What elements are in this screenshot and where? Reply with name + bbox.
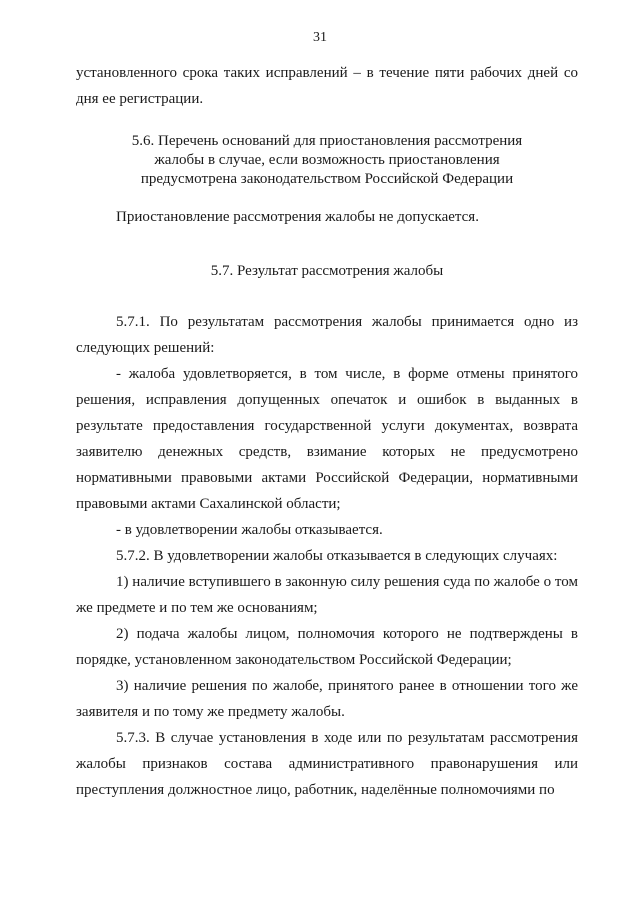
paragraph-5-7-2: 5.7.2. В удовлетворении жалобы отказывается в следующих случаях: (116, 548, 558, 564)
paragraph-continuation: установленного срока таких исправлений – в течение пяти рабочих дней со дня ее регистрации. (76, 65, 578, 107)
heading-5-6-line-3: предусмотрена законодательством Российской Федерации (140, 171, 514, 187)
paragraph-5-7-1-option-b: - в удовлетворении жалобы отказывается. (116, 522, 383, 538)
paragraph-5-7-2-item-2: 2) подача жалобы лицом, полномочия которого не подтверждены в порядке, установленном законодательством Российской Федерации; (76, 626, 578, 668)
section-heading-5-7: 5.7. Результат рассмотрения жалобы (210, 263, 444, 279)
section-5-7-body (76, 309, 578, 803)
paragraph-5-7-3: 5.7.3. В случае установления в ходе или по результатам рассмотрения жалобы признаков состава административного правонарушения или преступления должностное лицо, работник, наделённые полномочиями по (76, 730, 578, 798)
paragraph-5-7-1-option-a: - жалоба удовлетворяется, в том числе, в форме отмены принятого решения, исправления допущенных опечаток и ошибок в выданных в результате предоставления государственной услуги документах, возврата заявителю денежных средств, взимание которых не предусмотрено нормативными правовыми актами Российской Федерации, нормативными правовыми актами Сахалинской области; (76, 366, 578, 512)
section-heading-5-6 (76, 132, 578, 189)
paragraph-5-7-1: 5.7.1. По результатам рассмотрения жалобы принимается одно из следующих решений: (76, 314, 578, 356)
paragraph-5-7-2-item-3: 3) наличие решения по жалобе, принятого ранее в отношении того же заявителя и по тому же предмету жалобы. (76, 678, 578, 720)
paragraph-5-7-2-item-1: 1) наличие вступившего в законную силу решения суда по жалобе о том же предмете и по тем же основаниям; (76, 574, 578, 616)
heading-5-6-line-1: 5.6. Перечень оснований для приостановления рассмотрения (131, 133, 523, 149)
page-number: 31 (313, 30, 327, 45)
heading-5-6-line-2: жалобы в случае, если возможность приостановления (154, 152, 500, 168)
paragraph-5-6: Приостановление рассмотрения жалобы не допускается. (116, 209, 479, 225)
